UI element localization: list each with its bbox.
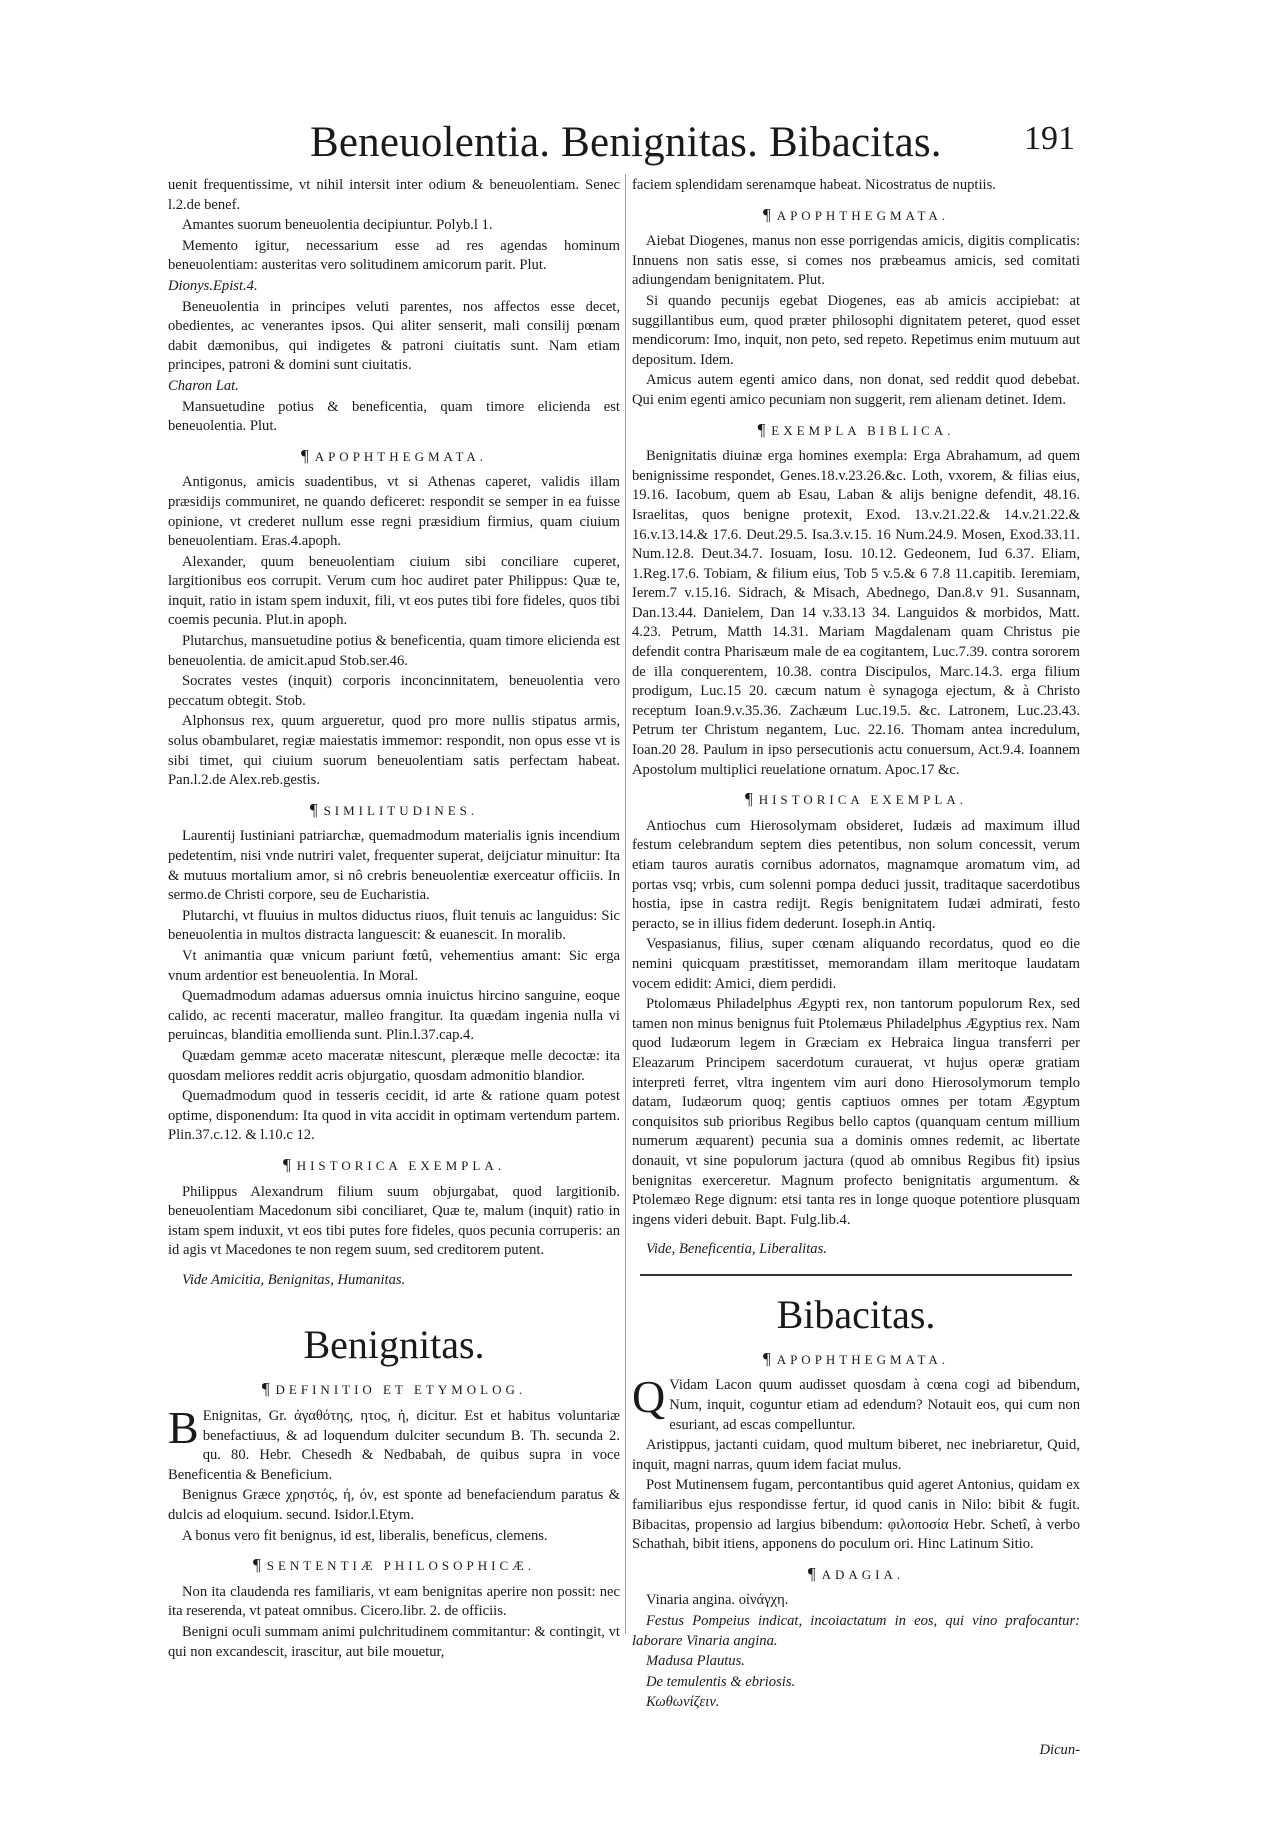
heading-label: APOPHTHEGMATA. [776,207,950,223]
pilcrow-icon: ¶ [261,1379,270,1399]
section-heading-apophthegmata [632,205,1080,226]
paragraph: Festus Pompeius indicat, incoiactatum in eos, qui vino prafocantur: laborare Vinaria angina. [632,1613,1080,1649]
paragraph: Κωθωνίζειν. [646,1694,720,1711]
pilcrow-icon: ¶ [283,1154,291,1174]
section-heading-definitio [168,1379,620,1400]
paragraph: Amicus autem egenti amico dans, non donat, sed reddit quod debebat. Qui enim egenti amico pecuniam non suggerit, rem alienam detinet. Idem. [632,372,1080,408]
left-column [168,176,620,1663]
paragraph: Benignitatis diuinæ erga homines exempla: Erga Abrahamum, ad quem benignissime respondet, Genes.18.v.23.26.&c. Loth, vxorem, & filias eius, 19.16. Iacobum, quem ab Esau, Laban & alijs benigne defendit, 48.16. Israelitas, quos benigne protexit, Exod. 13.v.21.22.& 14.v.21.22.& 16.v.13.14.& 17.6. Deut.29.5. Isa.3.v.15. 16 Num.24.9. Mosen, Exod.33.11. Num.12.8. Deut.34.7. Iosuam, Iosu. 10.12. Gedeonem, Iud 6.37. Eliam, 1.Reg.17.6. Tobiam, & filium eius, Tob 5 v.5.& 6 7.8 11.capitib. Ieremiam, Ierem.7 v.15.16. Sidrach, & Misach, Abednego, Dan.8.v 91. Susannam, Dan.13.44. Danielem, Dan 14 v.33.13 34. Languidos & morbidos, Matt. 4.23. Petrum, Matth 14.31. Mariam Magdalenam quam Christus pie defendit contra Pharisæum male de ea cogitantem, Luc.7.39. contra sororem de illa conquerentem, 10.38. contra Discipulos, Marc.14.3. erga filium prodigum, Luc.15 20. cæcum natum è synagoga ejectum, & à Christo receptum Ioan.9.v.35.36. Zachæum Luc.19.5. &c. Latronem, Luc.23.43. Petrum ter Christum negantem, Luc. 22.16. Thomam antea incredulum, Ioan.20 28. Paulum in ipso persecutionis actu conuersum, Act.9.4. Ioannem Apostolum multiplici reuelatione ornatum. Apoc.17 &c. [632,448,1080,778]
paragraph: Ptolomæus Philadelphus Ægypti rex, non tantorum populorum Rex, sed tamen non minus benignus fuit Ptolemæus Philadelphus Ægyptius rex. Nam quod Iudæorum legem in Græciam ex Hebraica lingua transferri per Eleazarum Principem sacerdotum curauerat, vt hujus operæ gratiam interpreti ferret, vltra ingentem vim auri dono Hierosolymorum templo datam, Iudæorum quoq; gentis captiuos omnes per totam Ægyptum conquisitos sub prioribus Regibus bello captos (quanquam centum millium numerum æquarent) pecunia sua a dominis omnes redemit, ac libertate donauit, vt sine populorum jactura (quod ab omnibus Regibus fit) ipsius benignitas exerceretur. Magnum profecto benignitatis argumentum. & Ptolemæo Rege dignum: etsi tanta res in longe quoque potentiore plusquam ingens videri debuit. Bapt. Fulg.lib.4. [632,996,1080,1228]
paragraph: uenit frequentissime, vt nihil intersit inter odium & beneuolentiam. Senec l.2.de benef. [168,177,620,213]
paragraph-text: Vidam Lacon quum audisset quosdam à cœna cogi ad bibendum, Num, inquit, coguntur etiam ad edendum? Notauit eos, qui cum non esuriant, ad escas compelluntur. [669,1377,1080,1433]
right-column [632,176,1080,1762]
paragraph: A bonus vero fit benignus, id est, liberalis, beneficus, clemens. [182,1527,548,1544]
paragraph: Plutarchus, mansuetudine potius & beneficentia, quam timore elicienda est beneuolentia. de amicit.apud Stob.ser.46. [168,633,620,669]
heading-label: HISTORICA EXEMPLA. [296,1157,505,1173]
pilcrow-icon: ¶ [745,789,753,809]
catchword: Dicun- [1039,1741,1080,1758]
paragraph: Antigonus, amicis suadentibus, vt si Athenas caperet, validis illam præsidijs communiret, ne quando deficeret: respondit se semper in ea fuisse opinione, vt crederet nullum esse regni præsidium firmius, quam ciuium beneuolentiam. Eras.4.apoph. [168,474,620,550]
heading-label: APOPHTHEGMATA. [314,448,488,464]
citation: Dionys.Epist.4. [168,277,258,294]
drop-cap: B [168,1402,199,1454]
page-number: 191 [1024,120,1075,157]
pilcrow-icon: ¶ [807,1563,816,1583]
paragraph: Madusa Plautus. [646,1653,745,1670]
paragraph: Benigni oculi summam animi pulchritudinem commitantur: & contingit, vt qui non excandescit, irascitur, aut bile mouetur, [168,1624,620,1660]
see-also: Vide Amicitia, Benignitas, Humanitas. [182,1271,406,1288]
paragraph: Quemadmodum adamas aduersus omnia inuictus hircino sanguine, eoque calido, ac recenti maceratur, malleo frangitur. Ita quædam ingenia nulla vi peruincas, blanditia emollienda sunt. Plin.l.37.cap.4. [168,988,620,1044]
paragraph: De temulentis & ebriosis. [646,1673,796,1690]
column-divider [625,174,626,1634]
paragraph: Benignus Græce χρηστός, ή, όν, est sponte ad benefaciendum paratus & dulcis ad eloquium. secund. Isidor.l.Etym. [168,1487,620,1524]
paragraph: Mansuetudine potius & beneficentia, quam timore elicienda est beneuolentia. Plut. [168,398,620,435]
heading-label: SIMILITUDINES. [323,802,479,818]
paragraph: Quædam gemmæ aceto maceratæ nitescunt, pleræque melle decoctæ: ita quosdam meliores reddit acris objurgatio, quosdam admonitio blandior. [168,1047,620,1084]
paragraph: Aiebat Diogenes, manus non esse porrigendas amicis, digitis complicatis: Innuens non satis esse, si comes nos præbeamus amicis, sed comitati adiungendam benignitatem. Plut. [632,233,1080,289]
section-heading-historica [632,789,1080,810]
heading-label: DEFINITIO ET ETYMOLOG. [275,1382,527,1398]
paragraph: Vespasianus, filius, super cœnam aliquando recordatus, quod eo die nemini quicquam præstitisset, memorandam illam meritoque laudatam vocem edidit: Amici, diem perdidi. [632,936,1080,992]
heading-label: EXEMPLA BIBLICA. [771,422,955,438]
heading-label: HISTORICA EXEMPLA. [758,792,967,808]
page-header [310,118,1075,178]
paragraph: Beneuolentia in principes veluti parentes, nos affectos esse decet, obedientes, ac venerantes ipsos. Qui aliter senserit, mali consilij pœnam dabit dæmonibus, qui indigetes & patroni ciuitatis sunt. Nam etiam principes, patroni & domini sunt ciuitatis. [168,298,620,374]
paragraph: Si quando pecunijs egebat Diogenes, eas ab amicis accipiebat: at suggillantibus eum, quod præter philosophi dignitatem peteret, quod esset mendicorum: Imo, inquit, non peto, sed repeto. Repetimus enim mutuum aut depositum. Idem. [632,292,1080,368]
heading-label: SENTENTIÆ PHILOSOPHICÆ. [266,1558,535,1574]
heading-label: ADAGIA. [821,1566,905,1582]
pilcrow-icon: ¶ [762,1348,771,1368]
entry-title-bibacitas: Bibacitas. [776,1291,936,1337]
heading-label: APOPHTHEGMATA. [776,1351,950,1367]
paragraph: Memento igitur, necessarium esse ad res agendas hominum beneuolentiam: austeritas vero solitudinem amicorum parit. Plut. [168,237,620,274]
pilcrow-icon: ¶ [762,204,771,224]
pilcrow-icon: ¶ [253,1555,261,1575]
drop-cap: Q [632,1371,666,1423]
paragraph [632,1371,1080,1435]
paragraph [168,1402,620,1485]
paragraph: Plutarchi, vt fluuius in multos diductus riuos, fluit tenuis ac languidus: Sic beneuolentia in multos distracta languescit: & euanescit. In moralib. [168,907,620,944]
running-title: Beneuolentia. Benignitas. Bibacitas. [310,119,942,166]
section-rule [640,1274,1072,1276]
section-heading-biblica [632,420,1080,441]
paragraph: Vt animantia quæ vnicum pariunt fœtû, vehementius amant: Sic erga vnum ardentior est beneuolentia. In Moral. [168,947,620,984]
pilcrow-icon: ¶ [309,799,318,819]
paragraph: Vinaria angina. οἰνάγχη. [646,1592,789,1609]
paragraph: Laurentij Iustiniani patriarchæ, quemadmodum materialis ignis incendium pedetentim, nisi vnde nutriri valet, frequenter superat, deijciatur minuitur: Ita & mutuus mortalium amor, si nô crebris beneuolentiæ exerceatur officiis. In sermo.de Christi corpore, seu de Eucharistia. [168,828,620,904]
paragraph: Alexander, quum beneuolentiam ciuium sibi conciliare cuperet, largitionibus eos corrupit. Verum cum hoc audiret pater Philippus: Quæ te, inquit, ratio in istam spem induxit, fili, vt eos putes tibi fore fideles, quos tibi coemis pecunia. Plut.in apoph. [168,553,620,629]
paragraph: Post Mutinensem fugam, percontantibus quid ageret Antonius, quidam ex familiaribus ejus respondisse fertur, id quod canis in Nilo: bibit & fugit. Bibacitas, propensio ad largius bibendum: φιλοποσία Hebr. Schetî, à verbo Schathah, bibit itiens, apponens do poculum ori. Hinc Latinum Sitio. [632,1477,1080,1553]
section-heading-apophthegmata [168,446,620,467]
paragraph: Quemadmodum quod in tesseris cecidit, id arte & ratione quam potest optime, disponendum: Ita quod in vita accidit in optimam vertendum partem. Plin.37.c.12. & l.10.c 12. [168,1088,620,1144]
citation: Charon Lat. [168,377,239,394]
section-heading-sententiae [168,1555,620,1576]
paragraph: Non ita claudenda res familiaris, vt eam benignitas aperire non possit: nec ita reserenda, vt pateat omnibus. Cicero.libr. 2. de officiis. [168,1583,620,1620]
pilcrow-icon: ¶ [300,445,309,465]
paragraph: Amantes suorum beneuolentia decipiuntur. Polyb.l 1. [182,217,493,234]
paragraph: Alphonsus rex, quum argueretur, quod pro more nullis stipatus armis, solus obambularet, regiæ maiestatis immemor: respondit, non opus esse vt is sibi timet, qui ciuium suorum beneuolentiam satis perfectam habeat. Pan.l.2.de Alex.reb.gestis. [168,713,620,789]
paragraph: Aristippus, jactanti cuidam, quod multum biberet, nec inebriaretur, Quid, inquit, magni narras, quum idem faciat mulus. [632,1437,1080,1473]
paragraph: Antiochus cum Hierosolymam obsideret, Iudæis ad maximum illud festum celebrandum septem dies petentibus, non solum concessit, verum etiam tauros auratis cornibus adornatos, magnamque aromatum vim, ad portas vsq; vrbis, cum solenni pompa deduci jussit, traditaque sacerdotibus hostia, ipse in castra redijt. Regis benignitatem Iudæi admirati, festo peracto, se in illius fidem dederunt. Ioseph.in Antiq. [632,817,1080,932]
paragraph: faciem splendidam serenamque habeat. Nicostratus de nuptiis. [632,177,996,193]
section-heading-apophthegmata [632,1349,1080,1370]
see-also: Vide, Beneficentia, Liberalitas. [646,1241,827,1258]
paragraph: Philippus Alexandrum filium suum objurgabat, quod largitionib. beneuolentiam Macedonum sibi conciliaret, Quæ te, malum (inquit) ratio in istam spem induxit, vt eos tibi putes fore fideles, quos pecunia corruperis: an id agis vt Macedones te non regem suum, sed creditorem putent. [168,1183,620,1259]
section-heading-historica [168,1155,620,1176]
section-heading-similitudines [168,800,620,821]
section-heading-adagia [632,1564,1080,1585]
pilcrow-icon: ¶ [757,419,766,439]
paragraph: Socrates vestes (inquit) corporis inconcinnitatem, beneuolentia vero peccatum obtegit. Stob. [168,673,620,709]
entry-title-benignitas: Benignitas. [303,1322,485,1368]
paragraph-text: Enignitas, Gr. ἀγαθότης, ητος, ἡ, dicitur. Est et habitus voluntariæ benefactiuus, & ad loquendum dulciter secundum B. Th. secunda 2. qu. 80. Hebr. Chesedh & Nedbabah, de quibus supra in voce Beneficentia & Beneficium. [168,1408,620,1483]
